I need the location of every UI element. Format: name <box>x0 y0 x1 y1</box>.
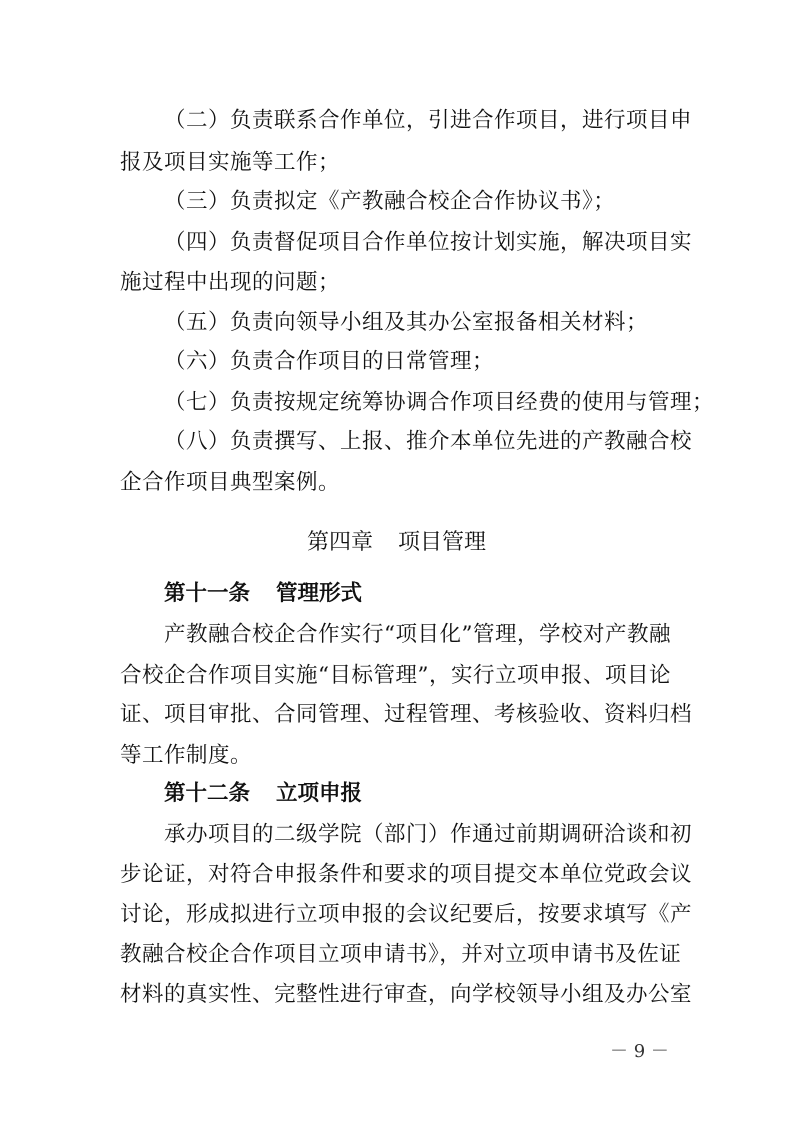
article-11-body-line-2: 合校企合作项目实施“目标管理”，实行立项申报、项目论 <box>120 663 671 688</box>
article-12-body-line-2: 步论证，对符合申报条件和要求的项目提交本单位党政会议 <box>120 862 693 887</box>
article-11-heading <box>164 579 362 609</box>
paragraph-2-line-2: 报及项目实施等工作； <box>120 150 341 175</box>
paragraph-4-line-2: 施过程中出现的问题； <box>120 270 341 295</box>
paragraph-6-line-1: （六）负责合作项目的日常管理； <box>164 349 495 374</box>
paragraph-7-line-1: （七）负责按规定统筹协调合作项目经费的使用与管理； <box>164 390 715 415</box>
article-11-body-line-3: 证、项目审批、合同管理、过程管理、考核验收、资料归档 <box>120 702 693 727</box>
paragraph-3-line-1: （三）负责拟定《产教融合校企合作协议书》； <box>164 189 616 214</box>
article-12-body-line-3: 讨论，形成拟进行立项申报的会议纪要后，按要求填写《产 <box>120 902 693 927</box>
article-11-number: 第十一条 <box>164 581 251 606</box>
article-12-heading <box>164 779 362 809</box>
paragraph-4-line-1: （四）负责督促项目合作单位按计划实施，解决项目实 <box>164 230 693 255</box>
paragraph-5-line-1: （五）负责向领导小组及其办公室报备相关材料； <box>164 310 649 335</box>
article-11-title: 管理形式 <box>276 581 363 606</box>
article-11-body-line-1: 产教融合校企合作实行“项目化”管理，学校对产教融 <box>164 622 671 647</box>
paragraph-2-line-1: （二）负责联系合作单位，引进合作项目，进行项目申 <box>164 108 693 133</box>
chapter-heading <box>0 528 793 558</box>
article-12-body-line-4: 教融合校企合作项目立项申请书》，并对立项申请书及佐证 <box>120 942 682 967</box>
page-number: － 9 － <box>610 1041 669 1062</box>
article-12-number: 第十二条 <box>164 781 251 806</box>
article-12-body-line-5: 材料的真实性、完整性进行审查，向学校领导小组及办公室 <box>120 982 693 1007</box>
chapter-number: 第四章 <box>306 530 373 555</box>
article-11-body-line-4: 等工作制度。 <box>120 743 253 768</box>
paragraph-8-line-1: （八）负责撰写、上报、推介本单位先进的产教融合校 <box>164 429 693 454</box>
paragraph-8-line-2: 企合作项目典型案例。 <box>120 470 341 495</box>
chapter-title: 项目管理 <box>398 530 487 555</box>
article-12-title: 立项申报 <box>276 781 363 806</box>
article-12-body-line-1: 承办项目的二级学院（部门）作通过前期调研洽谈和初 <box>164 822 693 847</box>
